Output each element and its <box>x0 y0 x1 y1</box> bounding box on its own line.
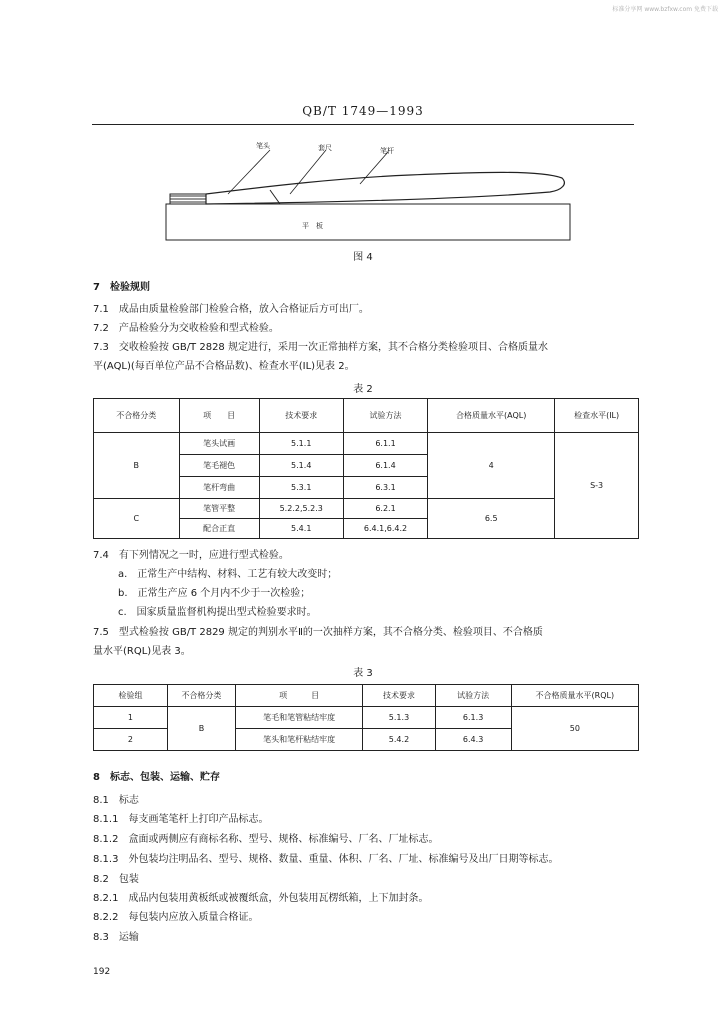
para-8-2-2: 8.2.2 每包装内应放入质量合格证。 <box>93 912 259 923</box>
t3-header-class: 不合格分类 <box>167 685 235 707</box>
t2-method: 6.2.1 <box>343 499 427 519</box>
t2-item: 配合正直 <box>179 519 259 539</box>
t3-req: 5.1.3 <box>363 707 435 729</box>
t3-rql: 50 <box>511 707 638 751</box>
label-cap: 套尺 <box>318 144 332 152</box>
t3-header-method: 试验方法 <box>435 685 511 707</box>
ferrule-mark <box>270 190 280 204</box>
para-7-5-line1: 7.5 型式检验按 GB/T 2829 规定的判别水平Ⅱ的一次抽样方案，其不合格分类、检验项目、不合格质 <box>93 627 543 638</box>
leader-cap <box>290 150 326 194</box>
para-7-3-line1: 7.3 交收检验按 GB/T 2828 规定进行，采用一次正常抽样方案，其不合格分类检验项目、合格质量水 <box>93 342 548 353</box>
t2-header-il: 检查水平(IL) <box>555 399 639 433</box>
para-8-3: 8.3 运输 <box>93 932 139 943</box>
table-3 <box>93 684 639 751</box>
section-8-title: 8 标志、包装、运输、贮存 <box>93 772 220 783</box>
para-7-5-line2: 量水平(RQL)见表 3。 <box>93 646 191 657</box>
t2-header-aql: 合格质量水平(AQL) <box>428 399 555 433</box>
t2-req: 5.2.2,5.2.3 <box>259 499 343 519</box>
watermark: 标准分享网 www.bzfxw.com 免费下载 <box>612 6 718 13</box>
figure-caption: 图 4 <box>353 252 373 263</box>
para-8-1-1: 8.1.1 每支画笔笔杆上打印产品标志。 <box>93 814 269 825</box>
t2-il: S-3 <box>555 433 639 539</box>
para-8-1-2: 8.1.2 盒面或两侧应有商标名称、型号、规格、标准编号、厂名、厂址标志。 <box>93 834 439 845</box>
t2-item: 笔管平整 <box>179 499 259 519</box>
para-7-4-b: b. 正常生产应 6 个月内不少于一次检验； <box>118 588 311 599</box>
table-3-caption: 表 3 <box>353 668 373 679</box>
t3-item: 笔头和笔杆粘结牢度 <box>235 729 362 751</box>
t3-header-rql: 不合格质量水平(RQL) <box>511 685 638 707</box>
table-2-caption: 表 2 <box>353 384 373 395</box>
t3-group: 2 <box>94 729 168 751</box>
para-8-1-3: 8.1.3 外包装均注明品名、型号、规格、数量、重量、体积、厂名、厂址、标准编号及出厂日期等标志。 <box>93 854 559 865</box>
para-8-2: 8.2 包装 <box>93 874 139 885</box>
brush-body-drawing <box>206 172 564 204</box>
label-rod: 笔杆 <box>380 147 394 155</box>
para-8-2-1: 8.2.1 成品内包装用黄板纸或被覆纸盒，外包装用瓦楞纸箱，上下加封条。 <box>93 893 429 904</box>
t2-req: 5.4.1 <box>259 519 343 539</box>
para-8-1: 8.1 标志 <box>93 795 139 806</box>
t3-group: 1 <box>94 707 168 729</box>
para-7-3-line2: 平(AQL)(每百单位产品不合格品数)、检查水平(IL)见表 2。 <box>93 361 355 372</box>
header-rule <box>92 124 634 125</box>
plate-outline <box>166 204 570 240</box>
page-number: 192 <box>93 967 111 977</box>
t2-aql-b: 4 <box>428 433 555 499</box>
t2-header-method: 试验方法 <box>343 399 427 433</box>
figure-4 <box>150 138 580 246</box>
t2-header-req: 技术要求 <box>259 399 343 433</box>
t3-class-b: B <box>167 707 235 751</box>
t3-header-item: 项 目 <box>235 685 362 707</box>
para-7-4: 7.4 有下列情况之一时，应进行型式检验。 <box>93 550 289 561</box>
t2-method: 6.3.1 <box>343 477 427 499</box>
label-plate: 平 板 <box>302 222 323 230</box>
t3-method: 6.1.3 <box>435 707 511 729</box>
brush-tip-drawing <box>170 194 206 204</box>
t2-aql-c: 6.5 <box>428 499 555 539</box>
t2-class-c: C <box>94 499 180 539</box>
t2-req: 5.1.4 <box>259 455 343 477</box>
para-7-2: 7.2 产品检验分为交收检验和型式检验。 <box>93 323 279 334</box>
para-7-4-c: c. 国家质量监督机构提出型式检验要求时。 <box>118 607 317 618</box>
t3-item: 笔毛和笔管粘结牢度 <box>235 707 362 729</box>
t2-method: 6.4.1,6.4.2 <box>343 519 427 539</box>
leader-rod <box>360 152 388 184</box>
t2-method: 6.1.4 <box>343 455 427 477</box>
label-brush-tip: 笔头 <box>256 142 270 150</box>
t3-req: 5.4.2 <box>363 729 435 751</box>
t2-item: 笔毛褪色 <box>179 455 259 477</box>
t2-item: 笔头试画 <box>179 433 259 455</box>
t3-header-group: 检验组 <box>94 685 168 707</box>
t2-class-b: B <box>94 433 180 499</box>
t2-item: 笔杆弯曲 <box>179 477 259 499</box>
t2-header-item: 项 目 <box>179 399 259 433</box>
t2-req: 5.3.1 <box>259 477 343 499</box>
document-header: QB/T 1749—1993 <box>302 104 424 118</box>
section-7-title: 7 检验规则 <box>93 282 150 293</box>
t2-header-class: 不合格分类 <box>94 399 180 433</box>
table-2 <box>93 398 639 539</box>
t3-header-req: 技术要求 <box>363 685 435 707</box>
t2-req: 5.1.1 <box>259 433 343 455</box>
t3-method: 6.4.3 <box>435 729 511 751</box>
t2-method: 6.1.1 <box>343 433 427 455</box>
para-7-1: 7.1 成品由质量检验部门检验合格，放入合格证后方可出厂。 <box>93 304 369 315</box>
para-7-4-a: a. 正常生产中结构、材料、工艺有较大改变时； <box>118 569 338 580</box>
